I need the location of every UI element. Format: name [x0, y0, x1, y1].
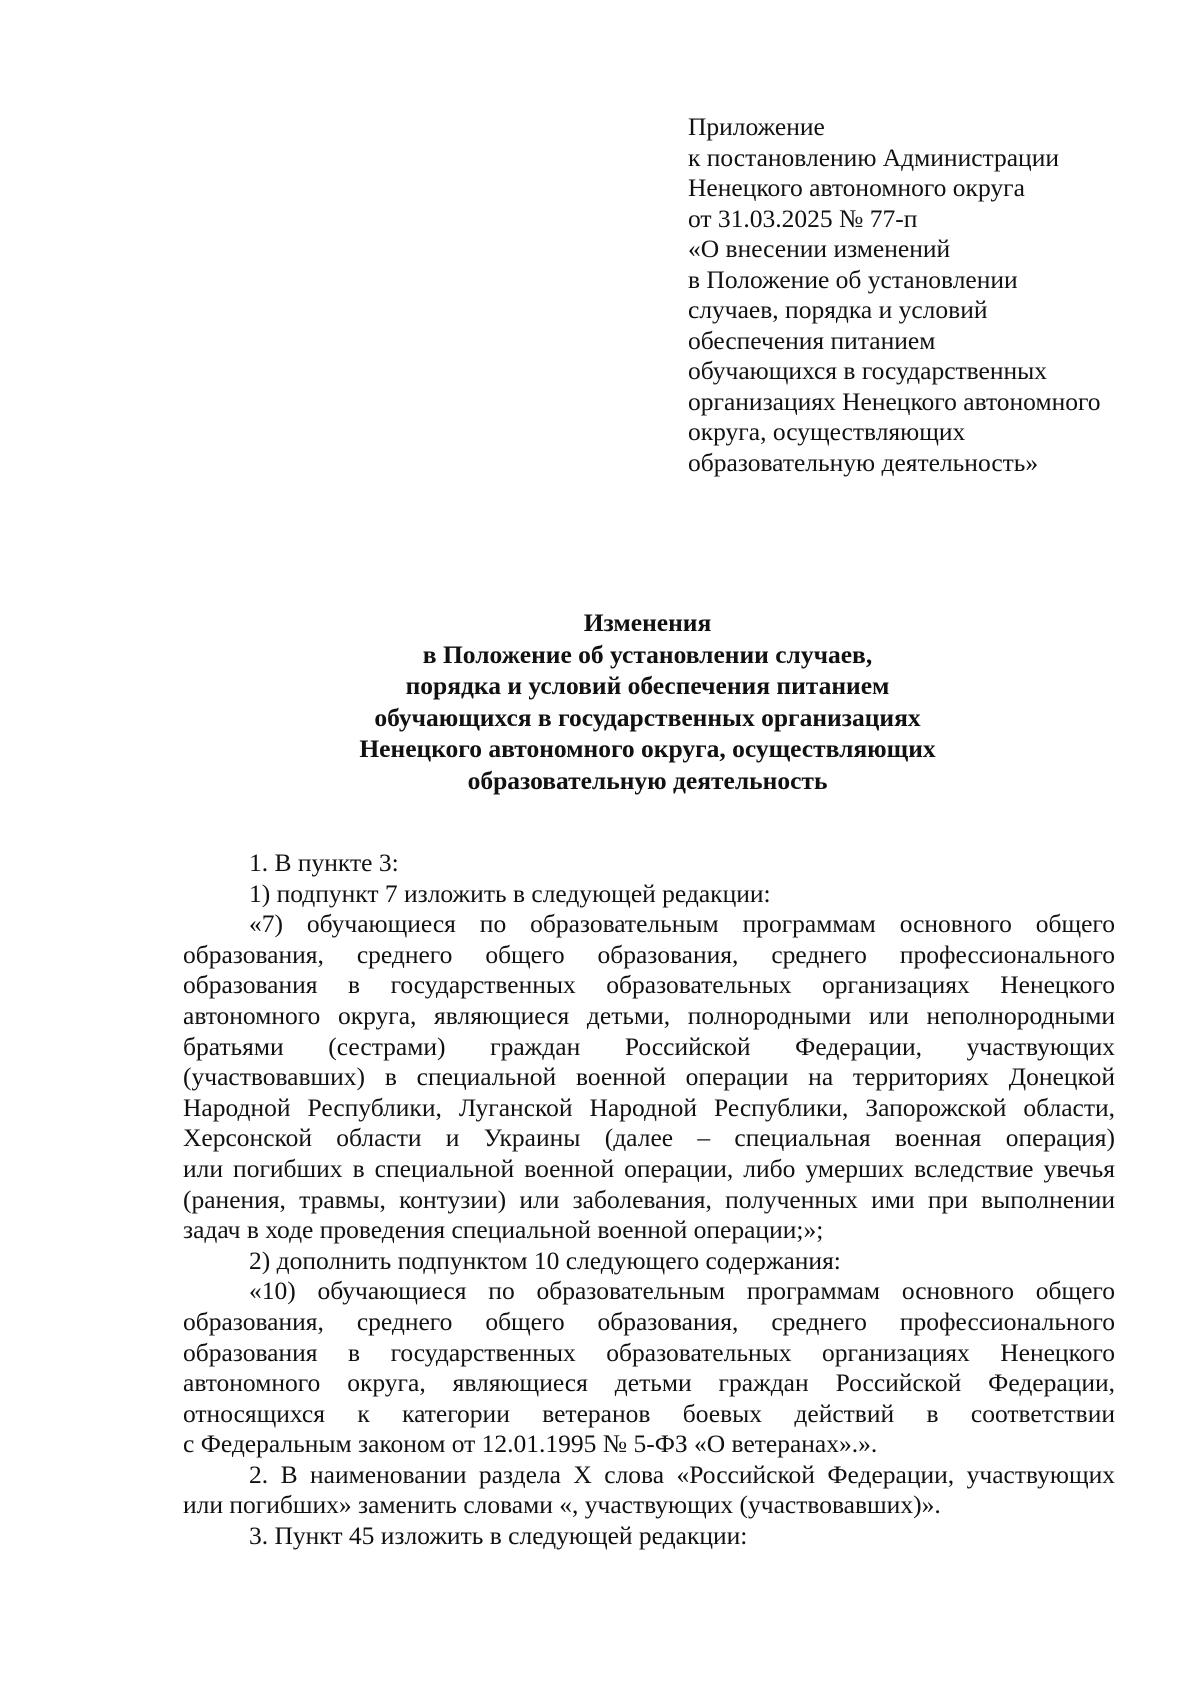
paragraph-subitem-1: 1) подпункт 7 изложить в следующей редакции: — [249, 878, 771, 908]
text-line: (ранения, травмы, контузии) или заболевания, полученных ими при выполнении — [183, 1184, 1115, 1214]
appendix-line: от 31.03.2025 № 77-п — [688, 203, 918, 233]
appendix-line: в Положение об установлении — [688, 264, 1018, 294]
title-line: Ненецкого автономного округа, осуществляющих — [359, 734, 936, 763]
appendix-line: Приложение — [688, 112, 825, 141]
appendix-line: Ненецкого автономного округа — [688, 173, 1025, 202]
text-line: или погибших» заменить словами «, участвующих (участвовавших)». — [183, 1490, 941, 1520]
text-line: образования, среднего общего образования, среднего профессионального — [183, 1306, 1115, 1336]
appendix-header — [688, 112, 1158, 478]
appendix-line: к постановлению Администрации — [688, 142, 1059, 172]
text-line: «10) обучающиеся по образовательным программам основного общего — [249, 1276, 1115, 1306]
title-line: порядка и условий обеспечения питанием — [405, 671, 890, 700]
text-line: образования в государственных образовательных организациях Ненецкого — [183, 970, 1115, 1000]
text-line: (участвовавших) в специальной военной операции на территориях Донецкой — [183, 1062, 1115, 1092]
text-line: или погибших в специальной военной операции, либо умерших вследствие увечья — [183, 1153, 1115, 1183]
appendix-line: случаев, порядка и условий — [688, 295, 988, 324]
text-line: 2. В наименовании раздела X слова «Российской Федерации, участвующих — [249, 1459, 1115, 1489]
appendix-line: образовательную деятельность» — [688, 447, 1039, 477]
appendix-line: обучающихся в государственных — [688, 356, 1048, 385]
appendix-line: округа, осуществляющих — [688, 417, 966, 446]
text-line: автономного округа, являющиеся детьми, полнородными или неполнородными — [183, 1000, 1115, 1030]
paragraph-item-3: 3. Пункт 45 изложить в следующей редакции: — [249, 1521, 748, 1551]
paragraph-subitem-10-text — [183, 1276, 1115, 1460]
title-line: образовательную деятельность — [467, 765, 828, 795]
appendix-line: обеспечения питанием — [688, 325, 936, 355]
title-line: Изменения — [583, 608, 712, 637]
title-line: обучающихся в государственных организациях — [374, 702, 921, 732]
appendix-line: «О внесении изменений — [688, 234, 951, 263]
text-line: с Федеральным законом от 12.01.1995 № 5-ФЗ «О ветеранах».». — [183, 1429, 878, 1459]
paragraph-item-1: 1. В пункте 3: — [249, 848, 399, 877]
paragraph-item-2 — [183, 1460, 1115, 1521]
text-line: «7) обучающиеся по образовательным программам основного общего — [249, 909, 1115, 939]
text-line: братьями (сестрами) граждан Российской Федерации, участвующих — [183, 1031, 1115, 1061]
text-line: автономного округа, являющиеся детьми граждан Российской Федерации, — [183, 1368, 1115, 1398]
paragraph-subitem-2: 2) дополнить подпунктом 10 следующего содержания: — [249, 1245, 841, 1275]
text-line: Народной Республики, Луганской Народной Республики, Запорожской области, — [183, 1092, 1115, 1122]
text-line: образования, среднего общего образования, среднего профессионального — [183, 939, 1115, 969]
text-line: образования в государственных образовательных организациях Ненецкого — [183, 1337, 1115, 1367]
title-line: в Положение об установлении случаев, — [422, 639, 873, 669]
document-title — [180, 607, 1115, 796]
text-line: Херсонской области и Украины (далее – специальная военная операция) — [183, 1123, 1115, 1153]
document-body — [183, 848, 1115, 1552]
appendix-line: организациях Ненецкого автономного — [688, 386, 1101, 416]
text-line: относящихся к категории ветеранов боевых действий в соответствии — [183, 1398, 1115, 1428]
text-line: задач в ходе проведения специальной военной операции;»; — [183, 1215, 824, 1245]
paragraph-subitem-7-text — [183, 909, 1115, 1246]
